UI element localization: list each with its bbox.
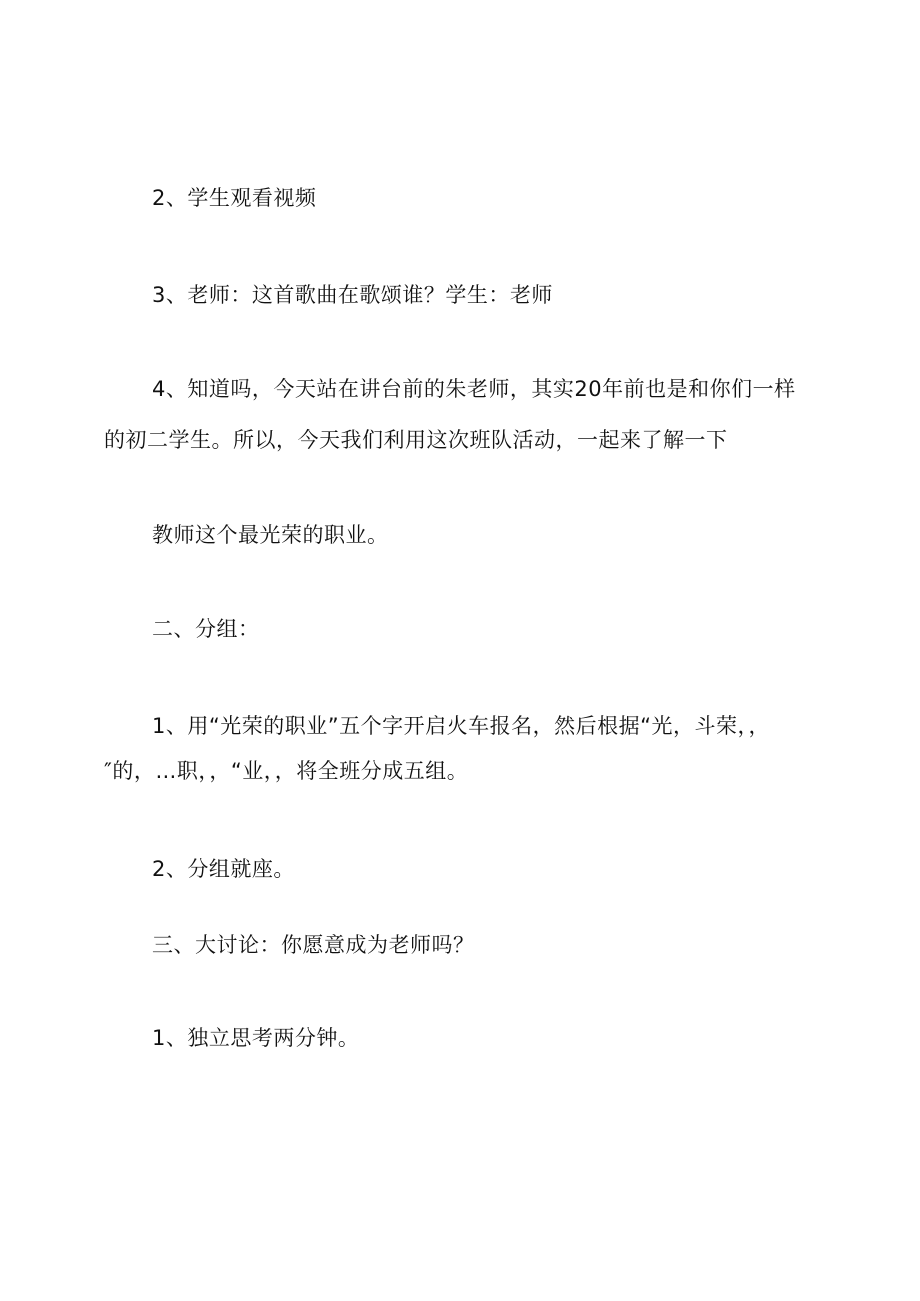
paragraph-line: 的初二学生。所以，今天我们利用这次班队活动，一起来了解一下 [104,428,728,452]
paragraph-line: 2、分组就座。 [152,857,295,881]
paragraph-line: 2、学生观看视频 [152,186,317,210]
paragraph-line: 1、独立思考两分钟。 [152,1026,360,1050]
paragraph-line: ″的，…职，，“业，，将全班分成五组。 [104,759,469,783]
paragraph-line: 4、知道吗，今天站在讲台前的朱老师，其实20年前也是和你们一样 [152,377,796,401]
paragraph-line: 1、用“光荣的职业”五个字开启火车报名，然后根据“光，斗荣，， [152,714,770,738]
section-heading: 二、分组： [152,617,260,641]
paragraph-line: 教师这个最光荣的职业。 [152,523,389,547]
section-heading: 三、大讨论：你愿意成为老师吗？ [152,933,475,957]
paragraph-line: 3、老师：这首歌曲在歌颂谁？学生：老师 [152,283,553,307]
